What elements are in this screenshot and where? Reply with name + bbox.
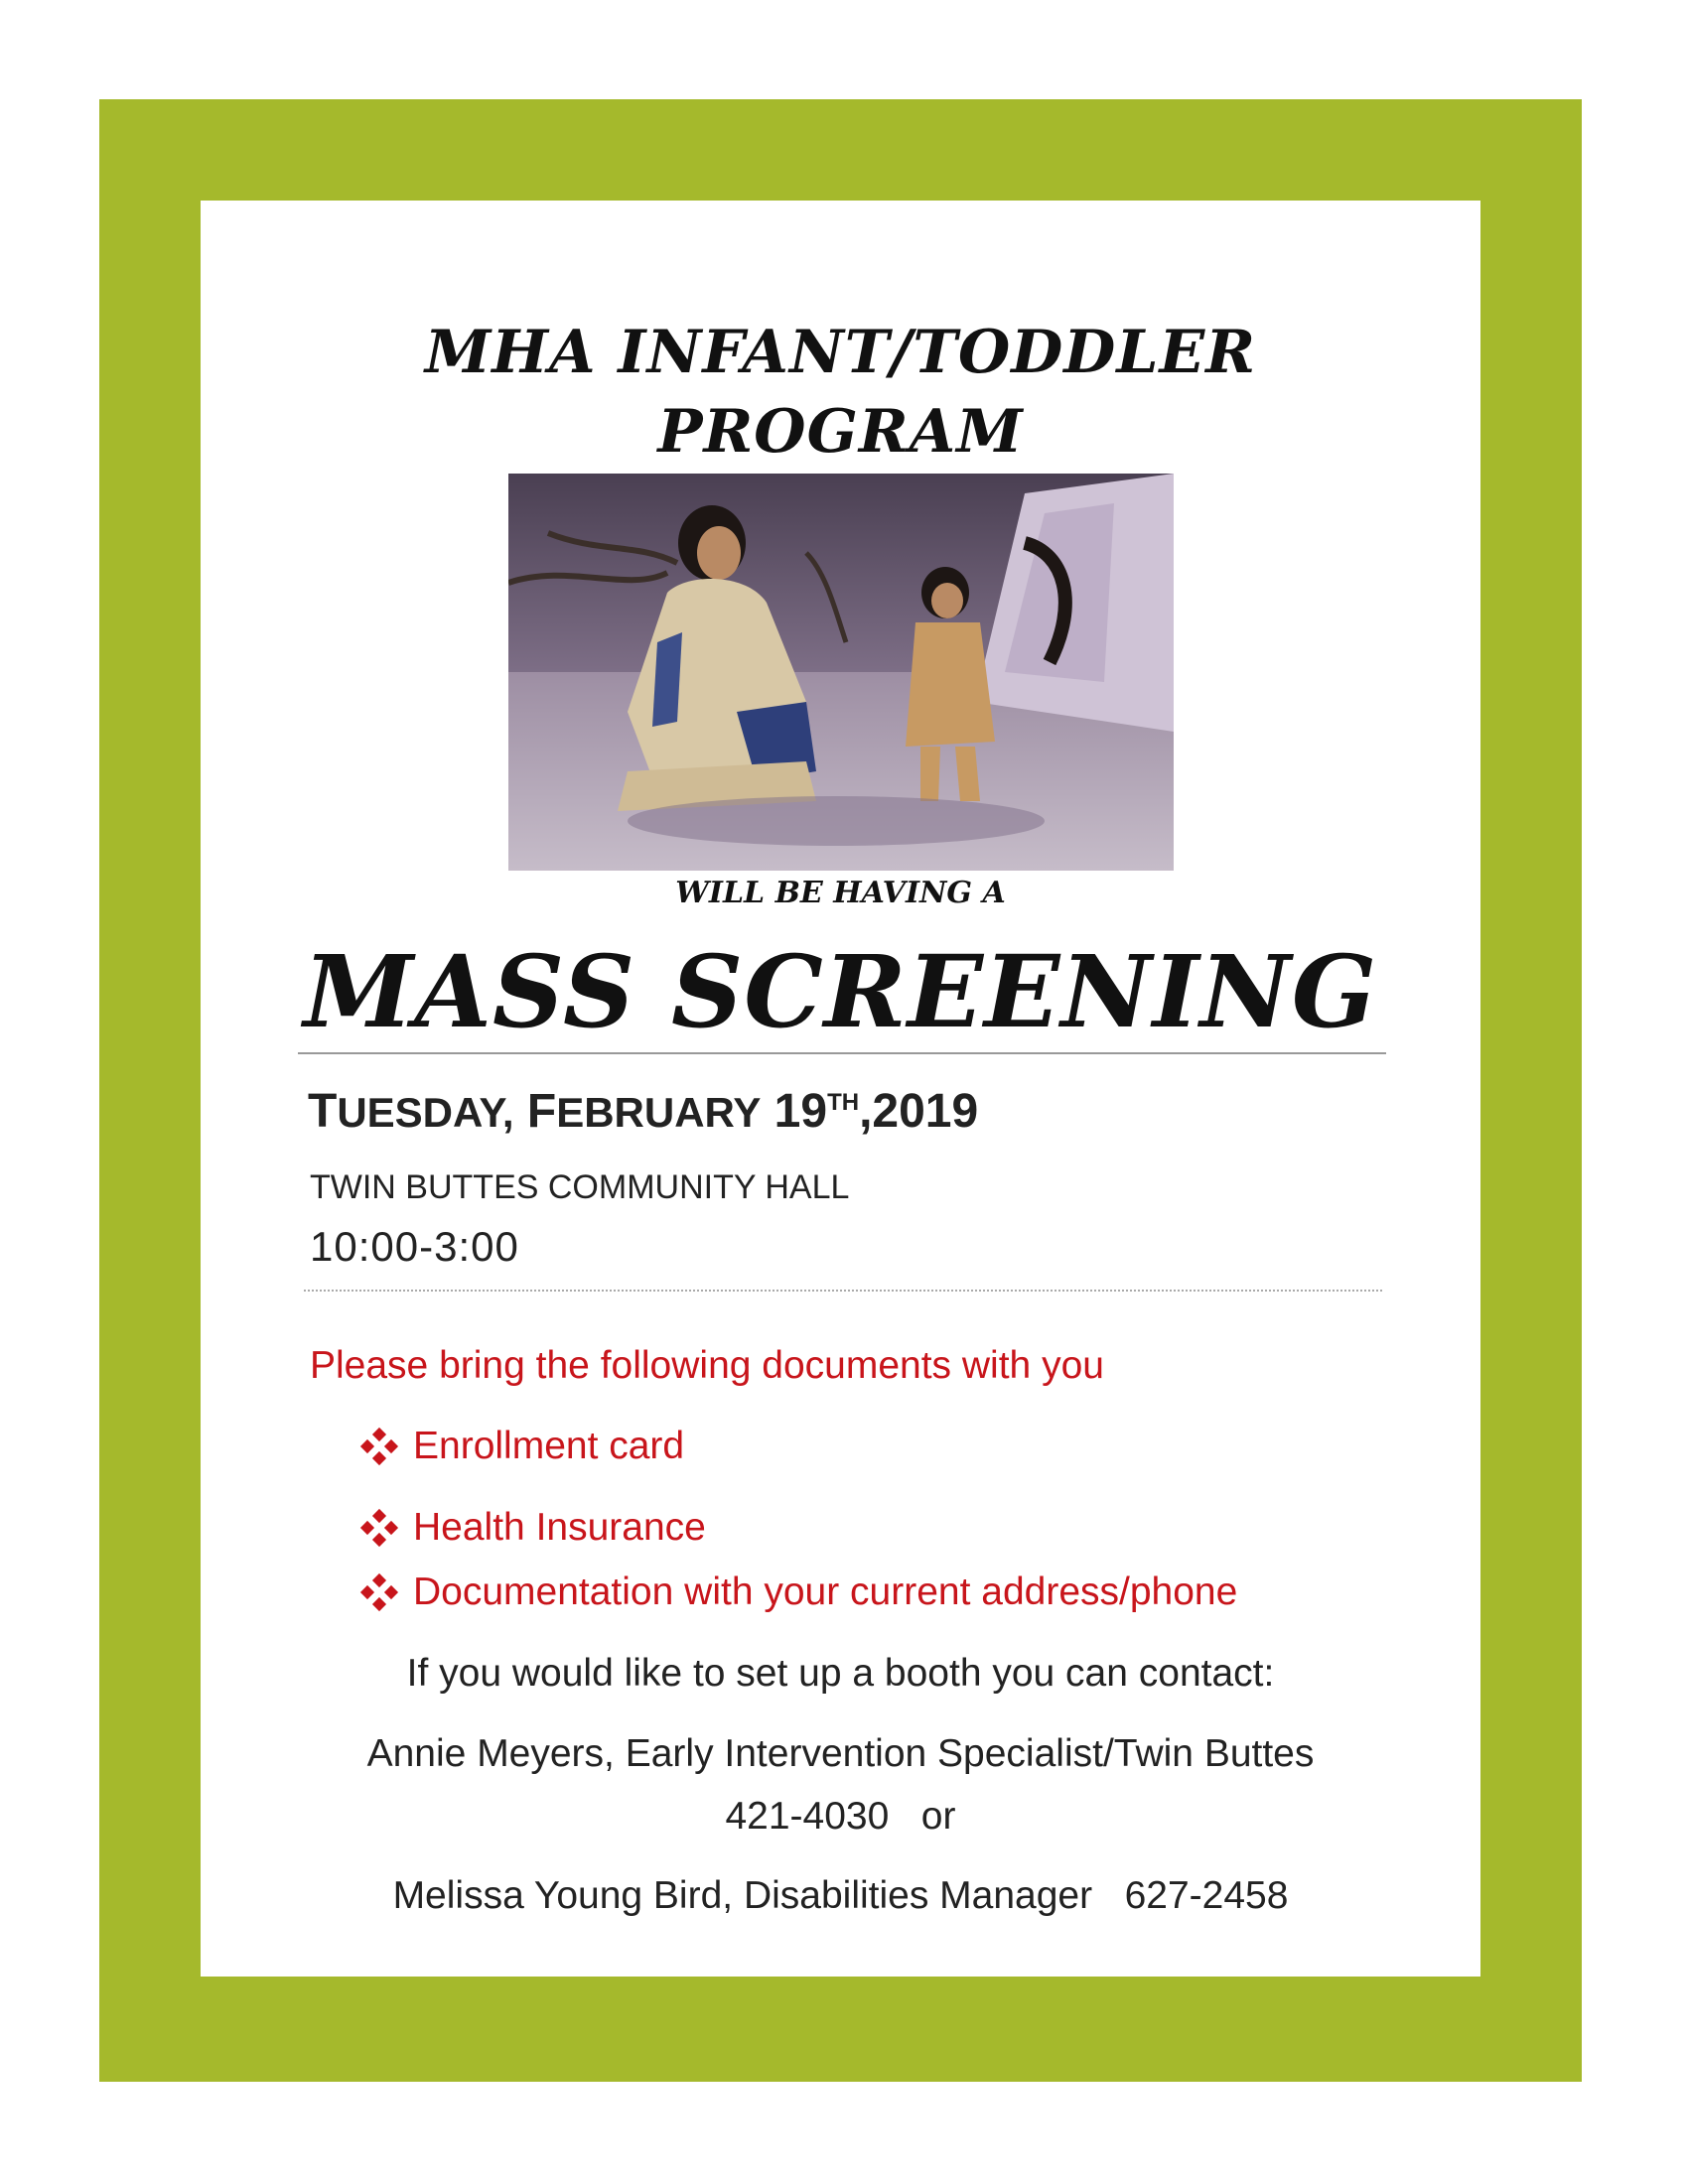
mother-child-painting — [508, 474, 1174, 871]
event-day: 19 — [774, 1085, 828, 1138]
list-item-label: Enrollment card — [413, 1425, 685, 1467]
green-border-frame — [99, 99, 1582, 2082]
list-item — [359, 1570, 1237, 1614]
list-item — [359, 1425, 684, 1468]
divider-solid — [298, 1052, 1386, 1054]
list-item-label: Health Insurance — [413, 1506, 706, 1549]
subheading: WILL BE HAVING A — [675, 876, 1006, 910]
diamond-bullet-icon — [359, 1508, 399, 1548]
event-year: ,2019 — [859, 1085, 979, 1138]
month-rest: EBRUARY — [556, 1089, 762, 1136]
event-time: 10:00-3:00 — [310, 1223, 519, 1270]
contact-annie-phone: 421-4030 or — [725, 1795, 956, 1838]
mass-screening-headline: MASS SCREENING — [303, 933, 1378, 1050]
list-item-label: Documentation with your current address/phone — [413, 1570, 1238, 1613]
contact-annie-meyers: Annie Meyers, Early Intervention Specialist/Twin Buttes — [366, 1732, 1315, 1775]
booth-contact-intro: If you would like to set up a booth you can contact: — [406, 1652, 1275, 1695]
weekday-rest: UESDAY, — [337, 1089, 514, 1136]
program-title-line2: PROGRAM — [657, 397, 1024, 467]
day-suffix: TH — [827, 1089, 860, 1116]
divider-dotted — [304, 1290, 1382, 1292]
list-item — [359, 1506, 706, 1550]
event-date — [308, 1084, 978, 1139]
program-title-line1: MHA INFANT/TODDLER — [424, 318, 1257, 387]
event-venue: TWIN BUTTES COMMUNITY HALL — [310, 1168, 850, 1206]
flyer-panel — [201, 201, 1480, 1977]
diamond-bullet-icon — [359, 1572, 399, 1612]
month-initial: F — [526, 1085, 557, 1138]
diamond-bullet-icon — [359, 1427, 399, 1466]
weekday-initial: T — [308, 1085, 338, 1138]
documents-intro: Please bring the following documents with you — [310, 1344, 1104, 1387]
contact-melissa-young-bird: Melissa Young Bird, Disabilities Manager 627-2458 — [392, 1874, 1289, 1917]
